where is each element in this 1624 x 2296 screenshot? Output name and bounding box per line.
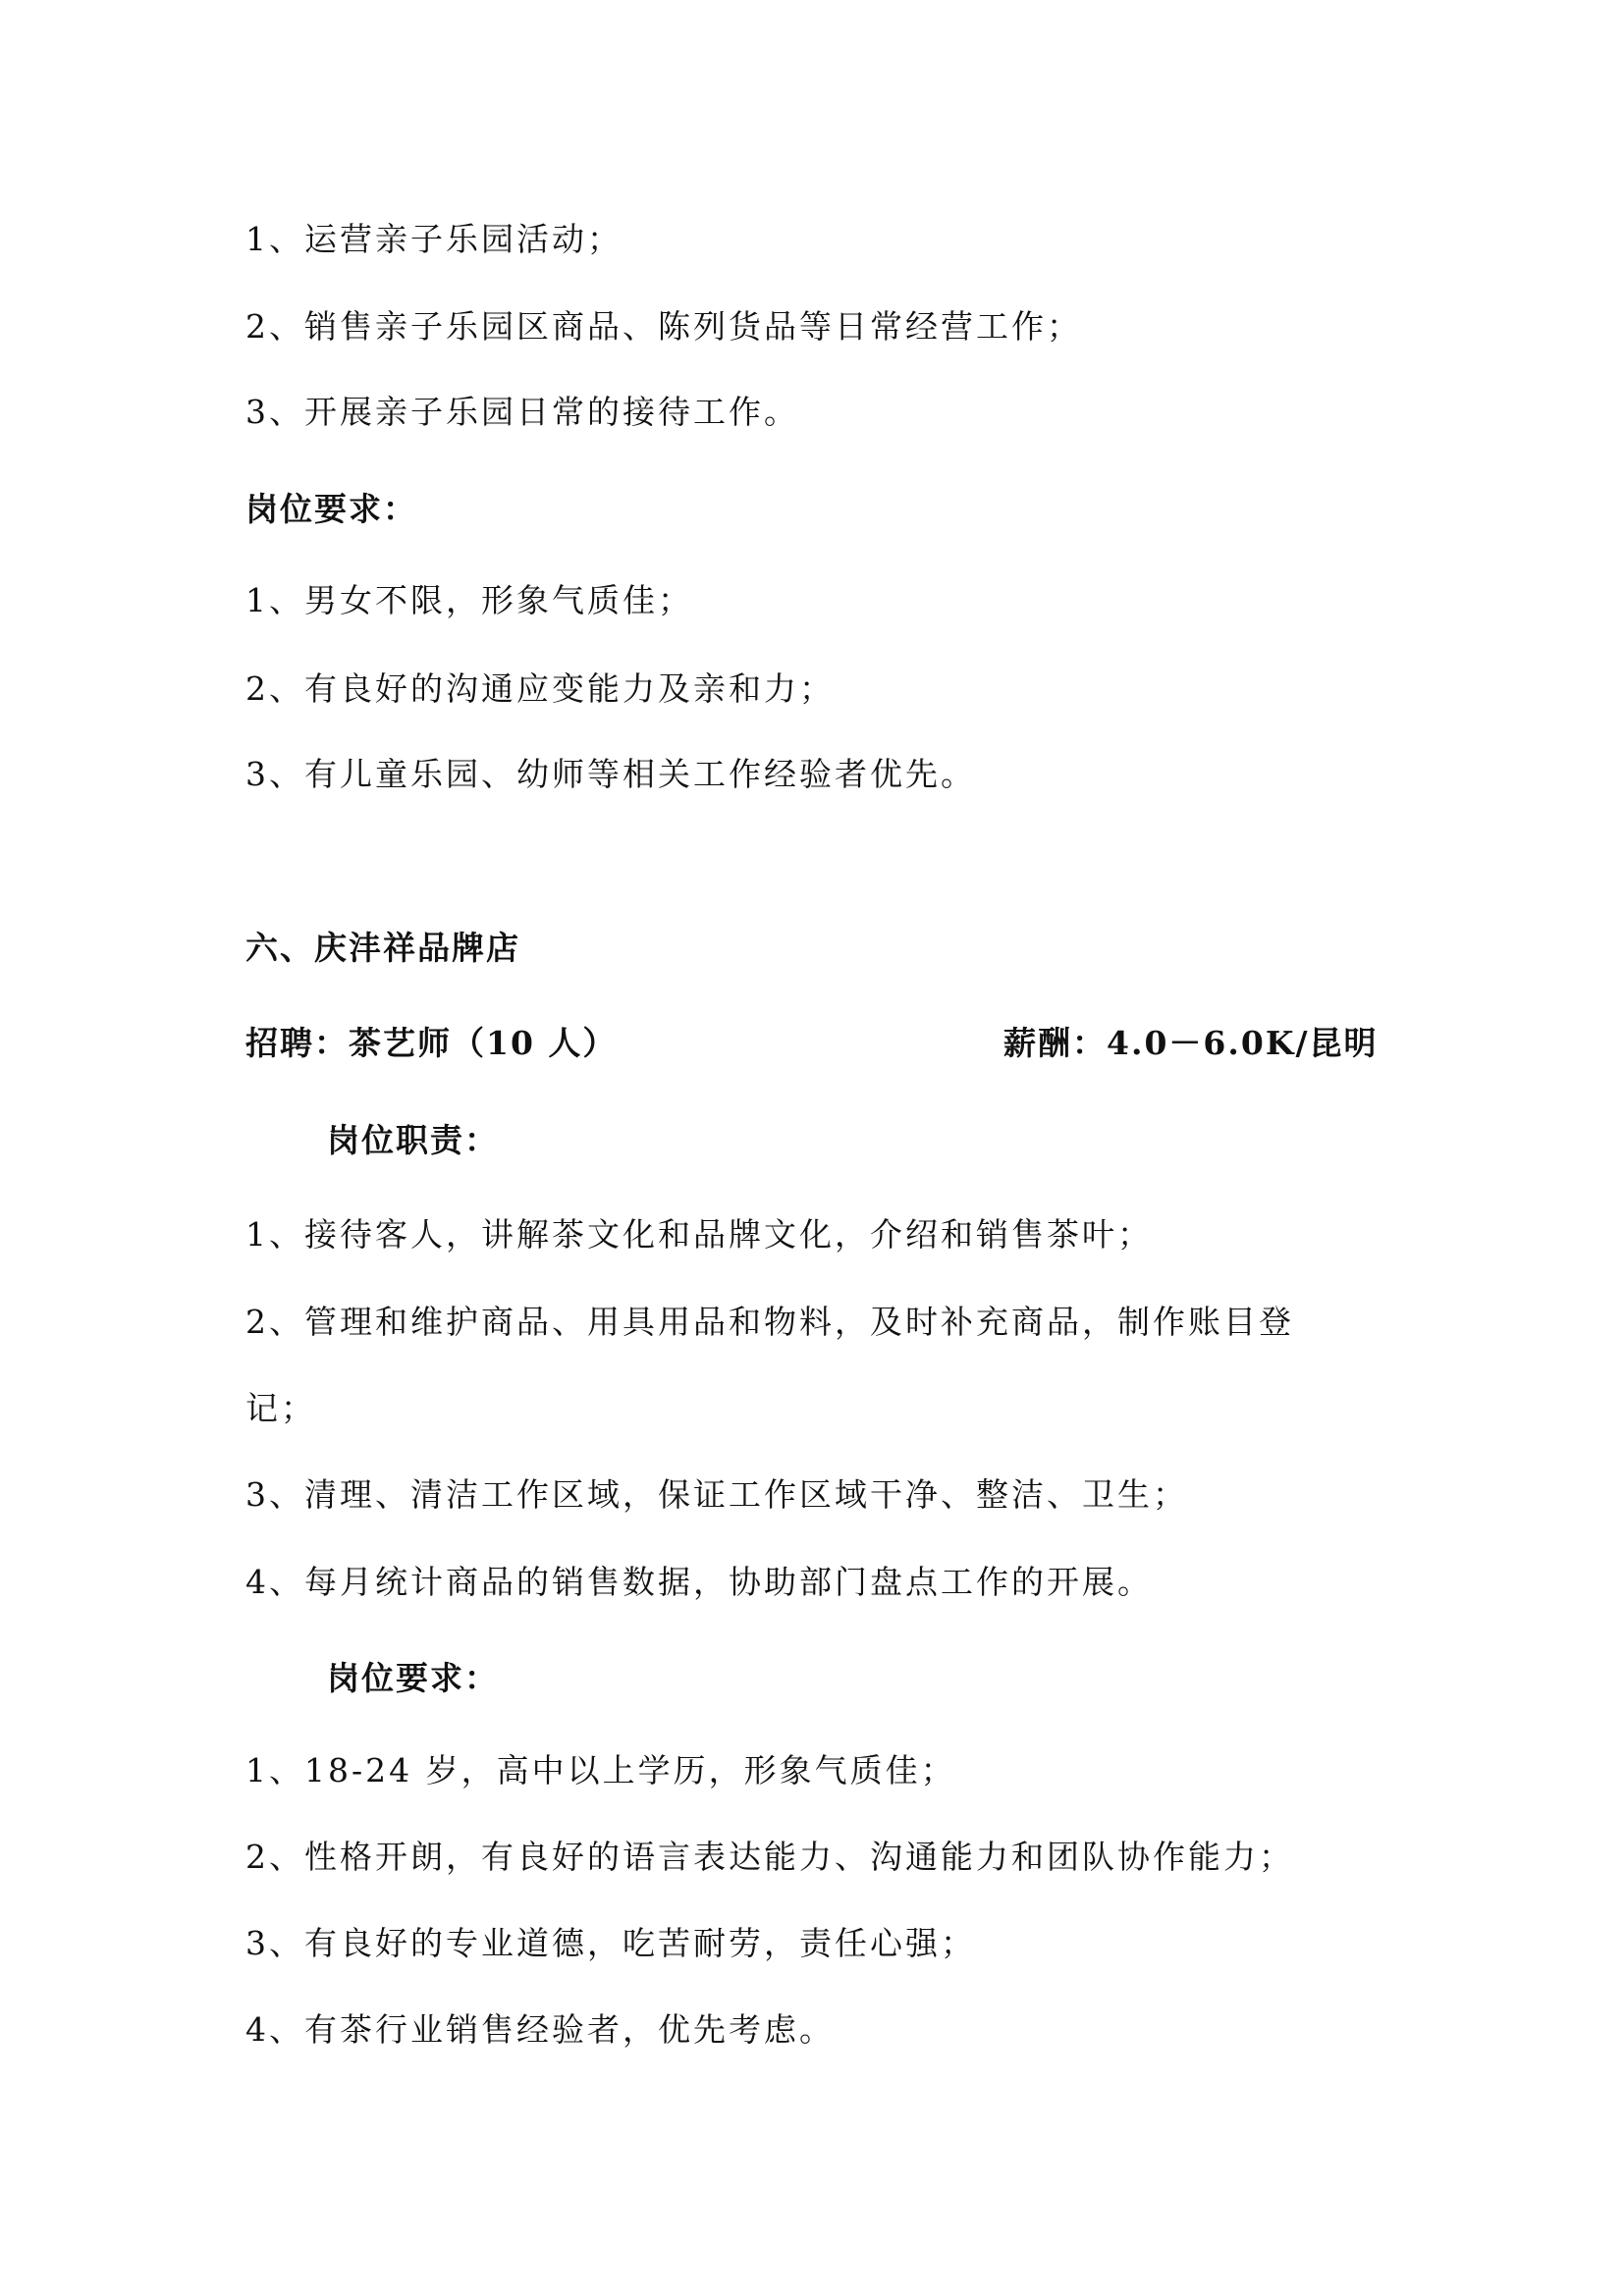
- duty-item-1: 1、接待客人，讲解茶文化和品牌文化，介绍和销售茶叶；: [245, 1215, 1153, 1254]
- salary-info: 薪酬：4.0－6.0K/昆明: [1003, 1024, 1379, 1062]
- requirement-item-2: 2、性格开朗，有良好的语言表达能力、沟通能力和团队协作能力；: [245, 1838, 1294, 1876]
- requirement-item-1: 1、18-24 岁，高中以上学历，形象气质佳；: [245, 1751, 956, 1789]
- recruit-row: [245, 1022, 1379, 1065]
- recruit-position: 招聘：茶艺师（10 人）: [245, 1024, 618, 1062]
- requirement-item-4: 4、有茶行业销售经验者，优先考虑。: [245, 2010, 835, 2049]
- duties-heading: 岗位职责：: [327, 1121, 499, 1159]
- requirements-heading: 岗位要求：: [245, 490, 417, 528]
- duty-item-2: 2、管理和维护商品、用具用品和物料，及时补充商品，制作账目登: [245, 1303, 1294, 1341]
- duty-line-2: 2、销售亲子乐园区商品、陈列货品等日常经营工作；: [245, 307, 1082, 346]
- duty-item-2-continued: 记；: [245, 1389, 316, 1427]
- duty-item-3: 3、清理、清洁工作区域，保证工作区域干净、整洁、卫生；: [245, 1475, 1188, 1514]
- duty-line-1: 1、运营亲子乐园活动；: [245, 220, 623, 258]
- duty-line-3: 3、开展亲子乐园日常的接待工作。: [245, 393, 799, 431]
- requirement-line-2: 2、有良好的沟通应变能力及亲和力；: [245, 669, 835, 708]
- requirement-line-1: 1、男女不限，形象气质佳；: [245, 581, 693, 619]
- requirement-item-3: 3、有良好的专业道德，吃苦耐劳，责任心强；: [245, 1924, 976, 1962]
- requirement-line-3: 3、有儿童乐园、幼师等相关工作经验者优先。: [245, 755, 976, 793]
- requirements-heading-2: 岗位要求：: [327, 1659, 499, 1697]
- duty-item-4: 4、每月统计商品的销售数据，协助部门盘点工作的开展。: [245, 1563, 1153, 1601]
- section-title: 六、庆沣祥品牌店: [245, 929, 520, 967]
